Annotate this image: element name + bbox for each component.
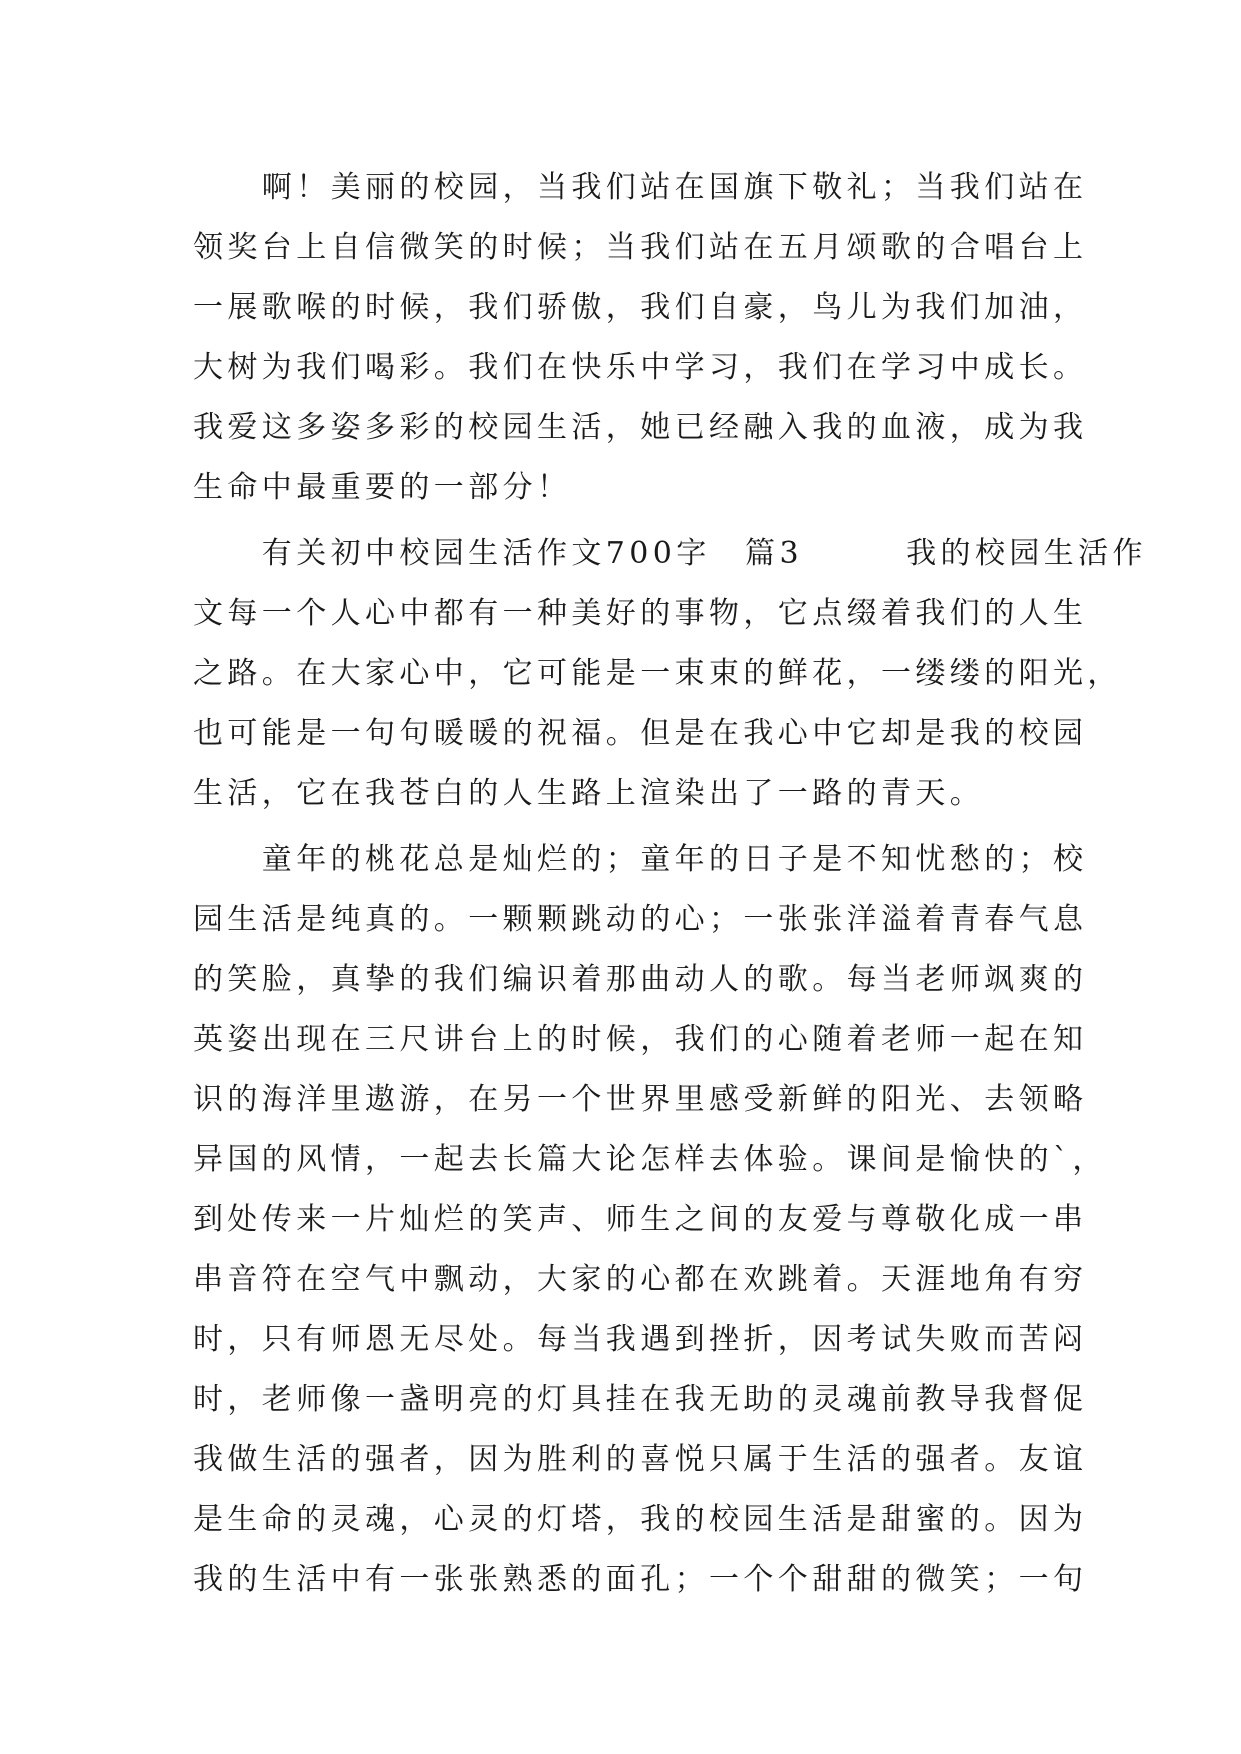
text-line: 到处传来一片灿烂的笑声、师生之间的友爱与尊敬化成一串 xyxy=(193,1202,1088,1237)
text-line: 之路。在大家心中，它可能是一束束的鲜花，一缕缕的阳光， xyxy=(193,656,1122,691)
text-line: 大树为我们喝彩。我们在快乐中学习，我们在学习中成长。 xyxy=(193,350,1088,385)
text-line: 我的生活中有一张张熟悉的面孔；一个个甜甜的微笑；一句 xyxy=(193,1562,1088,1597)
text-line: 啊！美丽的校园，当我们站在国旗下敬礼；当我们站在 xyxy=(193,170,1088,205)
text-line: 也可能是一句句暖暖的祝福。但是在我心中它却是我的校园 xyxy=(193,716,1088,751)
text-line: 英姿出现在三尺讲台上的时候，我们的心随着老师一起在知 xyxy=(193,1022,1088,1057)
text-line: 识的海洋里遨游，在另一个世界里感受新鲜的阳光、去领略 xyxy=(193,1082,1088,1117)
text-line: 童年的桃花总是灿烂的；童年的日子是不知忧愁的；校 xyxy=(193,842,1088,877)
text-line: 生活，它在我苍白的人生路上渲染出了一路的青天。 xyxy=(193,776,985,811)
text-line: 的笑脸，真挚的我们编识着那曲动人的歌。每当老师飒爽的 xyxy=(193,962,1088,997)
text-line: 异国的风情，一起去长篇大论怎样去体验。课间是愉快的`， xyxy=(193,1142,1107,1177)
text-line: 我爱这多姿多彩的校园生活，她已经融入我的血液，成为我 xyxy=(193,410,1088,445)
document-body xyxy=(193,158,1147,1610)
text-line: 时，老师像一盏明亮的灯具挂在我无助的灵魂前教导我督促 xyxy=(193,1382,1088,1417)
paragraph-3 xyxy=(193,830,1107,1610)
text-line: 是生命的灵魂，心灵的灯塔，我的校园生活是甜蜜的。因为 xyxy=(193,1502,1088,1537)
paragraph-1 xyxy=(193,158,1088,518)
text-line: 时，只有师恩无尽处。每当我遇到挫折，因考试失败而苦闷 xyxy=(193,1322,1088,1357)
paragraph-2 xyxy=(193,524,1147,824)
text-line: 生命中最重要的一部分！ xyxy=(193,470,572,505)
text-line: 我做生活的强者，因为胜利的喜悦只属于生活的强者。友谊 xyxy=(193,1442,1088,1477)
text-line: 串音符在空气中飘动，大家的心都在欢跳着。天涯地角有穷 xyxy=(193,1262,1088,1297)
text-line: 文每一个人心中都有一种美好的事物，它点缀着我们的人生 xyxy=(193,596,1088,631)
text-line: 有关初中校园生活作文700字 篇3 我的校园生活作 xyxy=(193,536,1147,571)
text-line: 一展歌喉的时候，我们骄傲，我们自豪，鸟儿为我们加油， xyxy=(193,290,1088,325)
text-line: 领奖台上自信微笑的时候；当我们站在五月颂歌的合唱台上 xyxy=(193,230,1088,265)
text-line: 园生活是纯真的。一颗颗跳动的心；一张张洋溢着青春气息 xyxy=(193,902,1088,937)
